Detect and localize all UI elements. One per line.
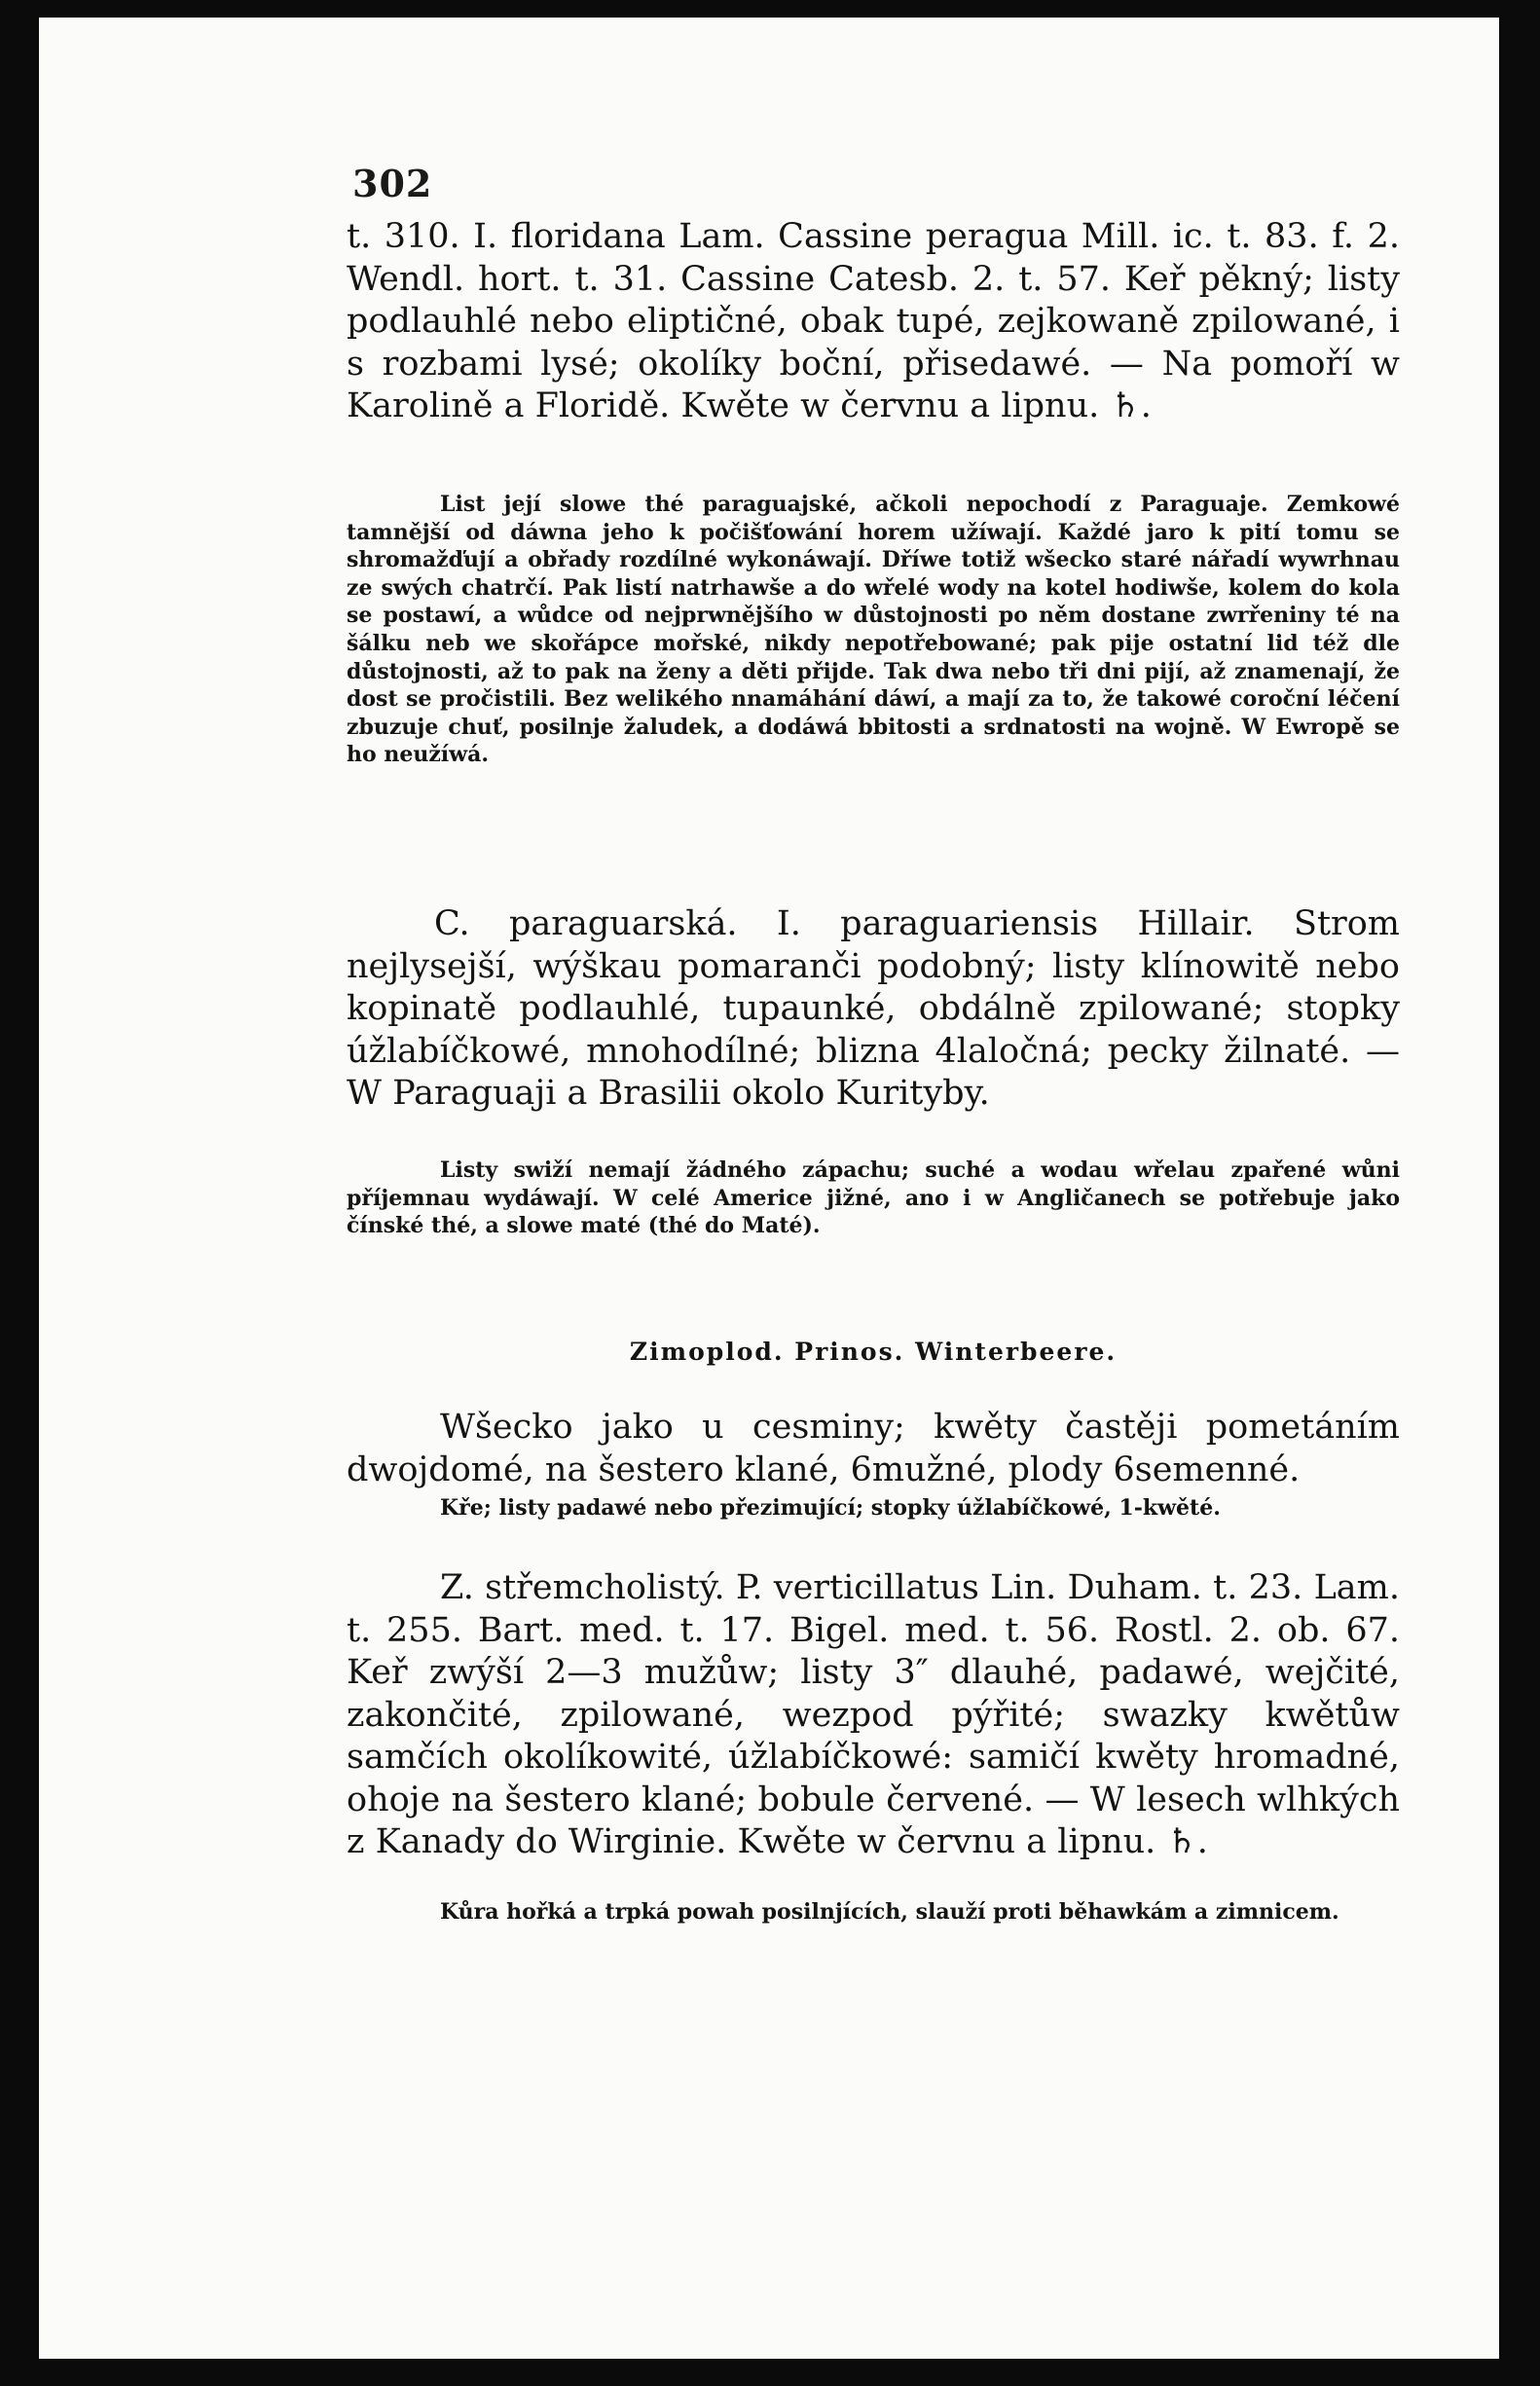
note-paragraph: Kře; listy padawé nebo přezimující; stopky úžlabíčkowé, 1-kwěté.: [440, 1495, 1221, 1521]
genus-heading: Zimoplod. Prinos. Winterbeere.: [629, 1338, 1118, 1366]
note-paragraph: List její slowe thé paraguajské, ačkoli nepochodí z Paraguaje. Zemkowé tamnější od dáwna jeho k počišťowání horem užíwají. Každé jaro k pití tomu se shromažďují a obřady rozdílné wykonáwají. Dříwe totiž wšecko staré nářadí wywrhnau ze swých chatrčí. Pak listí natrhawše a do wřelé wody na kotel hodiwše, kolem do kola se postawí, a wůdce od nejprwnějšího w důstojnosti po něm dostane zwrřeniny té na šálku neb we skořápce mořské, nikdy nepotřebowané; pak pije ostatní lid též dle důstojnosti, až to pak na ženy a děti přijde. Tak dwa nebo tři dni pijí, až znamenají, že dost se pročistili. Bez welikého nnamáhání dáwí, a mají za to, že takowé coroční léčení zbuzuje chuť, posilnje žaludek, a dodáwá bbitosti a srdnatosti na wojně. W Ewropě se ho neužíwá.: [347, 492, 1400, 768]
paragraph: C. paraguarská. I. paraguariensis Hillair. Strom nejlysejší, wýškau pomaranči podobný; listy klínowitě nebo kopinatě podlauhlé, tupaunké, obdálně zpilowané; stopky úžlabíčkowé, mnohodílné; blizna 4laločná; pecky žilnaté. — W Paraguaji a Brasilii okolo Kurityby.: [347, 904, 1400, 1113]
note-bark: [347, 1898, 1400, 1927]
paragraph: Z. střemcholistý. P. verticillatus Lin. Duham. t. 23. Lam. t. 255. Bart. med. t. 17. Bigel. med. t. 56. Rostl. 2. ob. 67. Keř zwýší 2—3 mužůw; listy 3″ dlauhé, padawé, wejčité, zakončité, zpilowané, wezpod pýřité; swazky kwětůw samčích okolíkowité, úžlabíčkowé: samičí kwěty hromadné, ohoje na šestero klané; bobule červené. — W lesech wlhkých z Kanady do Wirginie. Kwěte w červnu a lipnu. ♄.: [347, 1568, 1400, 1861]
entry-ilex-floridana: [347, 216, 1400, 428]
genus-note: [347, 1494, 1400, 1523]
genus-description: [347, 1407, 1400, 1491]
paragraph: Wšecko jako u cesminy; kwěty častěji pometáním dwojdomé, na šestero klané, 6mužné, plody 6semenné.: [347, 1408, 1400, 1489]
note-paragraph: Listy swiží nemají žádného zápachu; suché a wodau wřelau zpařené wůni příjemnau wydáwají. W celé Americe jižné, ano i w Angličanech se potřebuje jako čínské thé, a slowe maté (thé do Maté).: [347, 1157, 1400, 1239]
note-paraguayan-tea: [347, 491, 1400, 769]
page-number: 302: [352, 162, 433, 205]
paragraph: t. 310. I. floridana Lam. Cassine peragua Mill. ic. t. 83. f. 2. Wendl. hort. t. 31. Cassine Catesb. 2. t. 57. Keř pěkný; listy podlauhlé nebo eliptičné, obak tupé, zejkowaně zpilowané, i s rozbami lysé; okolíky boční, přisedawé. — Na pomoří w Karolině a Floridě. Kwěte w červnu a lipnu. ♄.: [347, 217, 1400, 425]
entry-ilex-paraguariensis: [347, 903, 1400, 1116]
entry-prinos-verticillatus: [347, 1567, 1400, 1864]
note-mate: [347, 1156, 1400, 1240]
note-paragraph: Kůra hořká a trpká powah posilnjících, slauží proti běhawkám a zimnicem.: [440, 1899, 1339, 1925]
